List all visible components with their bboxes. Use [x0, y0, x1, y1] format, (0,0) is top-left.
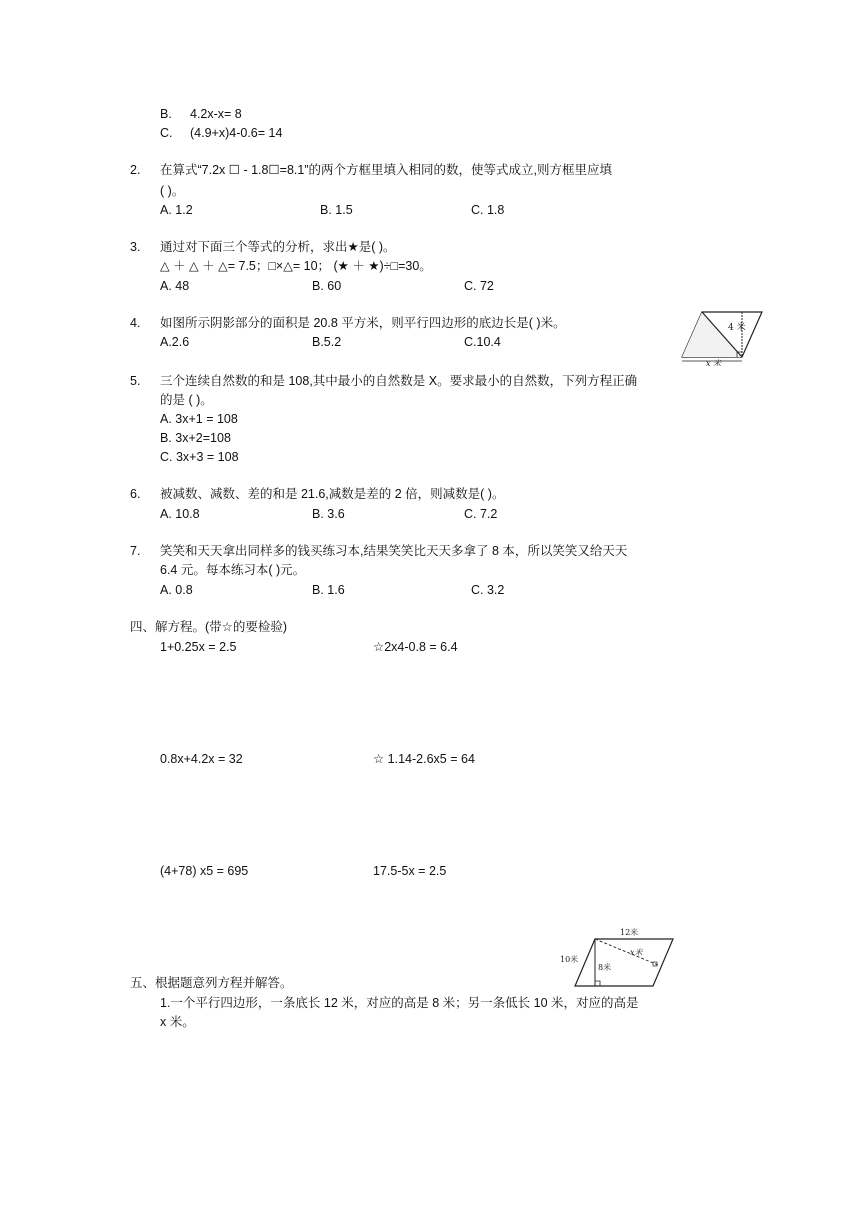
option-b-letter: B.	[160, 107, 172, 121]
q5-number: 5.	[130, 374, 141, 388]
q5-option-a: A. 3x+1 = 108	[160, 412, 238, 426]
q5-text-line1: 三个连续自然数的和是 108,其中最小的自然数是 X。要求最小的自然数，下列方程正确	[160, 374, 638, 388]
q3-option-b: B. 60	[312, 279, 342, 293]
section5-figure-top-label: 12米	[620, 928, 639, 937]
q2-text-line1: 在算式“7.2x ☐ - 1.8☐=8.1”的两个方框里填入相同的数，使等式成立,则方框里应填	[160, 163, 612, 177]
section5-figure-height-label: 8米	[598, 963, 612, 972]
equation-5: (4+78) x5 = 695	[160, 864, 249, 878]
q3-option-a: A. 48	[160, 279, 190, 293]
q3-text-line2: △ ＋ △ ＋ △= 7.5；□×△= 10； (★ ＋ ★)÷□=30。	[160, 259, 432, 273]
q6-option-b: B. 3.6	[312, 507, 345, 521]
q5-option-b: B. 3x+2=108	[160, 431, 231, 445]
option-c-letter: C.	[160, 126, 173, 140]
section5-problem-line1: 1.一个平行四边形，一条底长 12 米，对应的高是 8 米；另一条低长 10 米，对应的高是	[160, 996, 639, 1010]
q2-text-line2: ( )。	[160, 184, 185, 198]
option-b-text: 4.2x-x= 8	[190, 107, 242, 121]
section5-parallelogram-figure	[558, 924, 678, 992]
q7-number: 7.	[130, 544, 141, 558]
q4-number: 4.	[130, 316, 141, 330]
q7-text-line2: 6.4 元。每本练习本( )元。	[160, 563, 306, 577]
section5-problem-line2: x 米。	[160, 1015, 195, 1029]
q2-option-a: A. 1.2	[160, 203, 193, 217]
equation-1: 1+0.25x = 2.5	[160, 640, 237, 654]
q4-figure-height-label: 4 米	[728, 323, 746, 333]
section5-figure-left-label: 10米	[560, 955, 579, 964]
equation-4: ☆ 1.14-2.6x5 = 64	[373, 752, 475, 766]
q5-option-c: C. 3x+3 = 108	[160, 450, 239, 464]
q6-option-a: A. 10.8	[160, 507, 200, 521]
q4-figure-base-label: x 米	[706, 359, 722, 366]
option-c-text: (4.9+x)4-0.6= 14	[190, 126, 283, 140]
q6-option-c: C. 7.2	[464, 507, 498, 521]
q7-text-line1: 笑笑和天天拿出同样多的钱买练习本,结果笑笑比天天多拿了 8 本，所以笑笑又给天天	[160, 544, 628, 558]
q6-number: 6.	[130, 487, 141, 501]
equation-6: 17.5-5x = 2.5	[373, 864, 447, 878]
section4-heading: 四、解方程。(带☆的要检验)	[130, 620, 288, 634]
q2-option-b: B. 1.5	[320, 203, 353, 217]
q3-option-c: C. 72	[464, 279, 494, 293]
q4-option-a: A.2.6	[160, 335, 190, 349]
q4-option-b: B.5.2	[312, 335, 342, 349]
q4-option-c: C.10.4	[464, 335, 501, 349]
q2-option-c: C. 1.8	[471, 203, 505, 217]
q6-text-line1: 被减数、减数、差的和是 21.6,减数是差的 2 倍，则减数是( )。	[160, 487, 505, 501]
q5-text-line2: 的是 ( )。	[160, 393, 213, 407]
q4-text-line1: 如图所示阴影部分的面积是 20.8 平方米，则平行四边形的底边长是( )米。	[160, 316, 566, 330]
q3-text-line1: 通过对下面三个等式的分析，求出★是( )。	[160, 240, 396, 254]
q7-option-a: A. 0.8	[160, 583, 193, 597]
q2-number: 2.	[130, 163, 141, 177]
q7-option-c: C. 3.2	[471, 583, 505, 597]
equation-3: 0.8x+4.2x = 32	[160, 752, 243, 766]
q4-parallelogram-figure	[680, 308, 765, 366]
section5-heading: 五、根据题意列方程并解答。	[130, 976, 293, 990]
section5-figure-x-label: x米	[630, 948, 643, 957]
equation-2: ☆2x4-0.8 = 6.4	[373, 640, 458, 654]
q3-number: 3.	[130, 240, 141, 254]
q7-option-b: B. 1.6	[312, 583, 345, 597]
